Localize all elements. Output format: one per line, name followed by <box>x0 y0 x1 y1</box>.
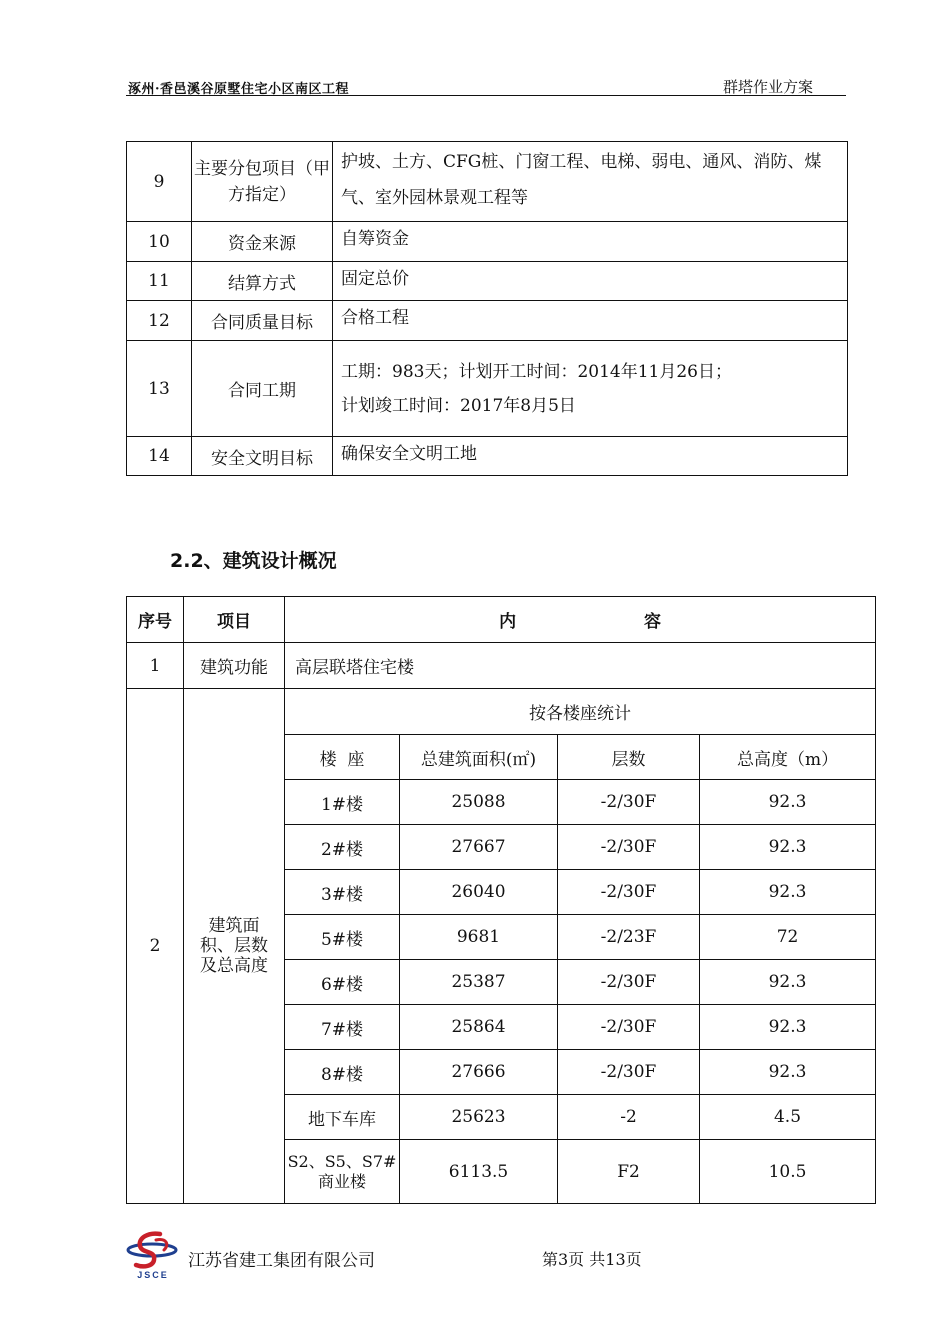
building-area: 26040 <box>400 870 558 915</box>
row-number: 11 <box>127 262 192 301</box>
building-height: 92.3 <box>700 960 876 1005</box>
item-line: 积、层数 <box>200 936 268 956</box>
building-name: 2#楼 <box>285 825 400 870</box>
row-item: 合同质量目标 <box>192 301 333 341</box>
item-line: 建筑面 <box>208 916 260 936</box>
building-area: 25623 <box>400 1095 558 1140</box>
row-number: 1 <box>127 643 184 689</box>
building-name-line: 商业楼 <box>317 1171 366 1191</box>
building-height: 92.3 <box>700 870 876 915</box>
building-name <box>285 1140 400 1204</box>
table-row <box>127 437 848 476</box>
building-area: 9681 <box>400 915 558 960</box>
building-floors: -2/30F <box>558 1005 700 1050</box>
row-number: 2 <box>127 689 184 1204</box>
building-floors: -2/30F <box>558 825 700 870</box>
header-divider <box>126 95 846 96</box>
contract-info-table <box>126 141 848 476</box>
building-floors: -2/23F <box>558 915 700 960</box>
building-height: 72 <box>700 915 876 960</box>
row-number: 12 <box>127 301 192 341</box>
logo-text: JSCE <box>137 1270 169 1280</box>
row-item: 结算方式 <box>192 262 333 301</box>
row-item: 安全文明目标 <box>192 437 333 476</box>
row-item: 资金来源 <box>192 222 333 262</box>
header-item: 项目 <box>184 597 285 643</box>
building-floors: -2 <box>558 1095 700 1140</box>
row-number: 13 <box>127 341 192 437</box>
sub-table-title: 按各楼座统计 <box>285 689 876 735</box>
building-name-line: S2、S5、S7# <box>287 1151 397 1171</box>
table-row <box>127 341 848 437</box>
row-item <box>184 689 285 1204</box>
header-content-a: 内 <box>499 612 517 632</box>
row-number: 14 <box>127 437 192 476</box>
table-row <box>127 643 876 689</box>
building-name: 8#楼 <box>285 1050 400 1095</box>
duration-line: 工期：983天；计划开工时间：2014年11月26日； <box>341 361 732 382</box>
building-name: 地下车库 <box>285 1095 400 1140</box>
building-name: 6#楼 <box>285 960 400 1005</box>
table-row <box>127 222 848 262</box>
item-line: 及总高度 <box>200 956 268 976</box>
building-floors: -2/30F <box>558 1050 700 1095</box>
building-name: 1#楼 <box>285 780 400 825</box>
table-row <box>127 262 848 301</box>
table-row <box>127 301 848 341</box>
header-content <box>285 597 876 643</box>
building-height: 92.3 <box>700 780 876 825</box>
building-floors: -2/30F <box>558 960 700 1005</box>
building-area: 6113.5 <box>400 1140 558 1204</box>
footer-page-number: 第3页 共13页 <box>542 1250 642 1269</box>
company-logo <box>126 1230 180 1280</box>
section-heading: 2.2、建筑设计概况 <box>170 550 337 572</box>
row-item: 建筑功能 <box>184 643 285 689</box>
building-area: 25864 <box>400 1005 558 1050</box>
header-project-name: 涿州·香邑溪谷原墅住宅小区南区工程 <box>128 82 350 97</box>
building-name: 5#楼 <box>285 915 400 960</box>
building-area: 25088 <box>400 780 558 825</box>
row-content: 自筹资金 <box>333 222 848 262</box>
sub-header-floors: 层数 <box>558 735 700 780</box>
row-content: 护坡、土方、CFG桩、门窗工程、电梯、弱电、通风、消防、煤气、室外园林景观工程等 <box>333 142 848 222</box>
row-number: 9 <box>127 142 192 222</box>
completion-line: 计划竣工时间：2017年8月5日 <box>341 395 576 416</box>
row-content <box>333 341 848 437</box>
footer-company: 江苏省建工集团有限公司 <box>188 1251 375 1271</box>
row-number: 10 <box>127 222 192 262</box>
header-document-title: 群塔作业方案 <box>723 78 814 96</box>
building-height: 10.5 <box>700 1140 876 1204</box>
building-height: 92.3 <box>700 1050 876 1095</box>
sub-header-height: 总高度（m） <box>700 735 876 780</box>
building-floors: -2/30F <box>558 780 700 825</box>
table-header-row <box>127 597 876 643</box>
row-content: 高层联塔住宅楼 <box>285 643 876 689</box>
building-floors: F2 <box>558 1140 700 1204</box>
building-floors: -2/30F <box>558 870 700 915</box>
building-area: 27667 <box>400 825 558 870</box>
row-content: 确保安全文明工地 <box>333 437 848 476</box>
building-area: 25387 <box>400 960 558 1005</box>
table-row <box>127 689 876 735</box>
sub-header-area: 总建筑面积(㎡) <box>400 735 558 780</box>
header-no: 序号 <box>127 597 184 643</box>
building-name: 7#楼 <box>285 1005 400 1050</box>
building-height: 92.3 <box>700 1005 876 1050</box>
sub-header-building: 楼 座 <box>285 735 400 780</box>
row-content: 固定总价 <box>333 262 848 301</box>
table-row <box>127 142 848 222</box>
row-content: 合格工程 <box>333 301 848 341</box>
building-height: 92.3 <box>700 825 876 870</box>
header-content-b: 容 <box>643 612 661 632</box>
row-item: 主要分包项目（甲方指定） <box>192 142 333 222</box>
building-area: 27666 <box>400 1050 558 1095</box>
row-item: 合同工期 <box>192 341 333 437</box>
building-name: 3#楼 <box>285 870 400 915</box>
building-design-table <box>126 596 876 1204</box>
building-height: 4.5 <box>700 1095 876 1140</box>
